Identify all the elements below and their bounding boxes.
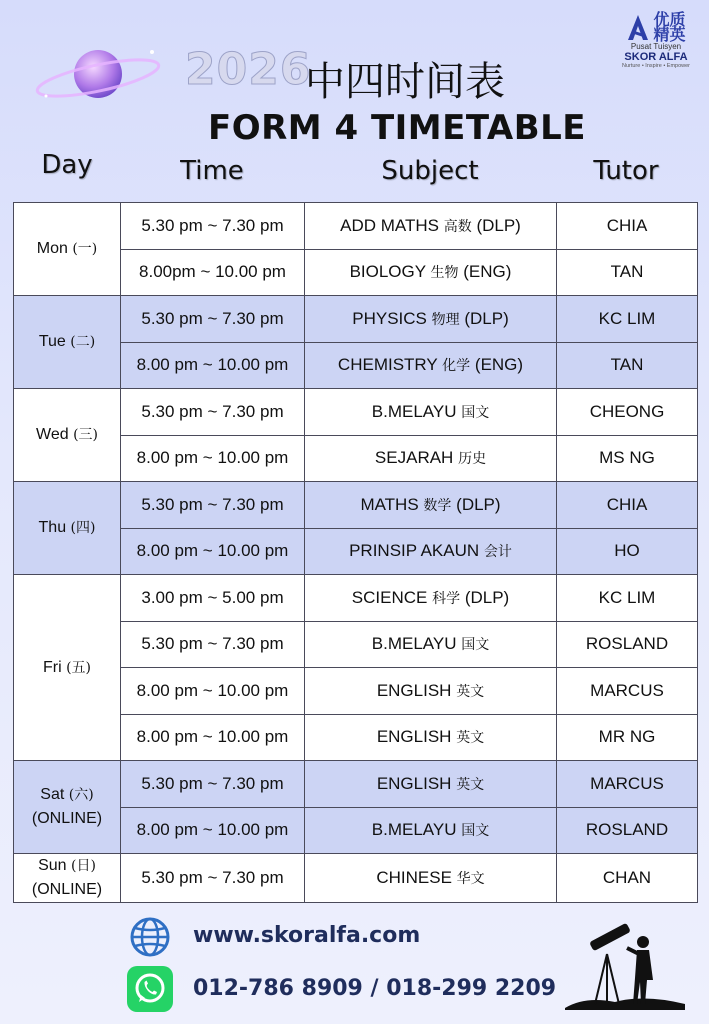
time-cell: 8.00pm ~ 10.00 pm [121, 249, 305, 296]
day-cell [14, 575, 121, 761]
time-cell: 5.30 pm ~ 7.30 pm [121, 296, 305, 343]
subject-cell [305, 575, 557, 622]
table-row [14, 389, 698, 436]
subject-name-cn: 英文 [456, 683, 485, 700]
logo-brand: SKOR ALFA [624, 51, 688, 63]
phone-numbers[interactable]: 012-786 8909 / 018-299 2209 [193, 976, 557, 1001]
day-label-cn: (三) [73, 427, 98, 443]
day-label-cn: (二) [70, 334, 96, 350]
brand-logo [610, 12, 702, 70]
table-row [14, 575, 698, 622]
tutor-cell: MARCUS [557, 761, 698, 808]
time-cell: 3.00 pm ~ 5.00 pm [121, 575, 305, 622]
day-note: (ONLINE) [31, 810, 103, 827]
subject-cell [305, 435, 557, 482]
subject-name-cn: 英文 [456, 730, 485, 747]
subject-language: (ENG) [474, 355, 524, 375]
day-label: Wed [36, 426, 69, 443]
subject-name-cn: 国文 [461, 637, 490, 654]
subject-name-cn: 会计 [483, 544, 512, 561]
subject-name: B.MELAYU [371, 634, 457, 654]
title-chinese: 中四时间表 [305, 59, 505, 105]
tutor-cell: CHEONG [557, 389, 698, 436]
subject-name-cn: 高数 [443, 218, 472, 235]
subject-cell [305, 807, 557, 854]
tutor-cell: KC LIM [557, 575, 698, 622]
subject-name: CHINESE [376, 868, 452, 887]
tutor-cell: MS NG [557, 435, 698, 482]
time-cell: 5.30 pm ~ 7.30 pm [121, 621, 305, 668]
tutor-cell: MR NG [557, 714, 698, 761]
subject-cell [305, 203, 557, 250]
column-header-time: Time [180, 156, 244, 186]
subject-name-cn: 物理 [431, 311, 460, 328]
time-cell: 5.30 pm ~ 7.30 pm [121, 482, 305, 529]
subject-cell [305, 714, 557, 761]
subject-language: (DLP) [456, 494, 501, 514]
subject-name: ENGLISH [376, 680, 452, 700]
subject-name: MATHS [360, 494, 419, 514]
subject-language: (DLP) [464, 587, 510, 607]
day-cell [14, 296, 121, 389]
logo-tagline: Nurture • Inspire • Empower [621, 63, 691, 69]
tutor-cell: CHIA [557, 482, 698, 529]
table-row [14, 761, 698, 808]
subject-name: B.MELAYU [371, 401, 457, 421]
tutor-cell: ROSLAND [557, 621, 698, 668]
time-cell: 5.30 pm ~ 7.30 pm [121, 854, 305, 903]
day-cell [14, 761, 121, 854]
time-cell: 8.00 pm ~ 10.00 pm [121, 807, 305, 854]
day-label-cn: (一) [72, 241, 98, 257]
table-row [14, 854, 698, 903]
day-label: Sun [38, 857, 67, 874]
tutor-cell: ROSLAND [557, 807, 698, 854]
time-cell: 5.30 pm ~ 7.30 pm [121, 389, 305, 436]
table-row [14, 296, 698, 343]
planet-icon [28, 38, 168, 108]
time-cell: 5.30 pm ~ 7.30 pm [121, 203, 305, 250]
title-english: FORM 4 TIMETABLE [207, 108, 587, 148]
subject-language: (DLP) [464, 308, 509, 328]
tutor-cell: HO [557, 528, 698, 575]
day-label-cn: (日) [70, 858, 96, 874]
column-header-subject: Subject [381, 156, 479, 186]
subject-name-cn: 生物 [430, 265, 459, 282]
subject-cell [305, 854, 557, 903]
telescope-icon [565, 918, 685, 1010]
logo-cn-line2: 精英 [653, 25, 686, 44]
subject-cell [305, 668, 557, 715]
tutor-cell: TAN [557, 342, 698, 389]
tutor-cell: CHIA [557, 203, 698, 250]
day-label: Sat [40, 786, 65, 803]
subject-cell [305, 482, 557, 529]
table-row [14, 482, 698, 529]
time-cell: 8.00 pm ~ 10.00 pm [121, 435, 305, 482]
subject-cell [305, 249, 557, 296]
subject-name-cn: 化学 [442, 358, 471, 375]
subject-name: SCIENCE [351, 587, 428, 607]
subject-name-cn: 历史 [458, 451, 487, 468]
subject-name: ADD MATHS [340, 215, 439, 235]
website-link[interactable]: www.skoralfa.com [193, 923, 421, 948]
tutor-cell: KC LIM [557, 296, 698, 343]
subject-name: ENGLISH [376, 773, 452, 793]
day-cell [14, 854, 121, 903]
day-label-cn: (五) [66, 659, 92, 676]
subject-name: PHYSICS [352, 308, 427, 328]
tutor-cell: CHAN [557, 854, 698, 903]
logo-subtitle: Pusat Tuisyen [630, 42, 682, 51]
day-note: (ONLINE) [31, 881, 103, 898]
day-label: Fri [42, 658, 62, 676]
subject-language: (ENG) [463, 262, 512, 282]
subject-cell [305, 528, 557, 575]
time-cell: 8.00 pm ~ 10.00 pm [121, 342, 305, 389]
tutor-cell: TAN [557, 249, 698, 296]
globe-icon [129, 916, 171, 958]
subject-cell [305, 342, 557, 389]
subject-name-cn: 数学 [423, 497, 452, 514]
subject-name-cn: 科学 [432, 590, 461, 607]
logo-alpha-icon [625, 12, 651, 42]
subject-name: CHEMISTRY [337, 355, 438, 375]
subject-name: B.MELAYU [371, 820, 457, 840]
table-row [14, 203, 698, 250]
timetable [13, 202, 698, 903]
day-label-cn: (四) [70, 520, 96, 536]
day-cell [14, 482, 121, 575]
subject-name: SEJARAH [374, 448, 454, 468]
subject-name: ENGLISH [376, 727, 452, 747]
subject-language: (DLP) [476, 215, 521, 235]
day-label-cn: (六) [68, 787, 94, 803]
subject-cell [305, 389, 557, 436]
day-label: Tue [38, 333, 66, 350]
time-cell: 8.00 pm ~ 10.00 pm [121, 528, 305, 575]
time-cell: 5.30 pm ~ 7.30 pm [121, 761, 305, 808]
logo-cn-line1: 优质 [653, 10, 686, 29]
subject-name-cn: 英文 [456, 776, 485, 793]
day-cell [14, 389, 121, 482]
subject-cell [305, 621, 557, 668]
day-cell [14, 203, 121, 296]
subject-name: PRINSIP AKAUN [349, 541, 480, 561]
tutor-cell: MARCUS [557, 668, 698, 715]
subject-cell [305, 296, 557, 343]
time-cell: 8.00 pm ~ 10.00 pm [121, 668, 305, 715]
whatsapp-icon [126, 965, 174, 1013]
title-year: 2026 [185, 44, 312, 95]
column-header-tutor: Tutor [593, 156, 659, 186]
subject-name-cn: 华文 [456, 871, 485, 887]
subject-name-cn: 国文 [461, 823, 490, 840]
day-label: Thu [38, 519, 67, 536]
subject-name-cn: 国文 [461, 404, 490, 421]
time-cell: 8.00 pm ~ 10.00 pm [121, 714, 305, 761]
subject-name: BIOLOGY [349, 262, 426, 282]
subject-cell [305, 761, 557, 808]
column-header-day: Day [41, 150, 93, 180]
day-label: Mon [36, 240, 68, 257]
